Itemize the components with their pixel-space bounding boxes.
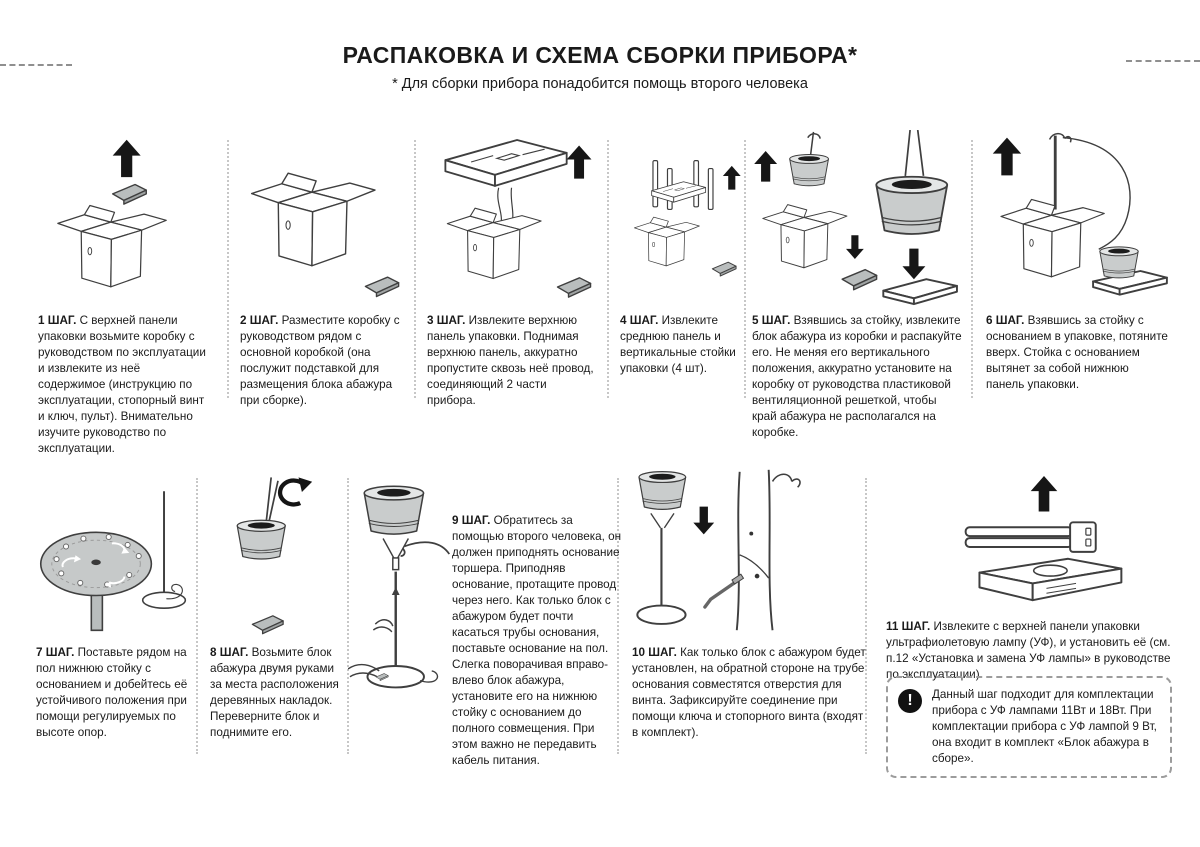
- open-box-icon: [447, 208, 541, 278]
- step-10-illustration: [630, 466, 860, 636]
- step-10-label: 10 ШАГ.: [632, 646, 677, 659]
- manual-box-icon: [712, 262, 736, 276]
- step-11-text: Извлеките с верхней панели упаковки ультрафиолетовую лампу (УФ), и установить её (см. п.12 «Установка и замена УФ лампы» в руководстве по эксплуатации).: [886, 620, 1171, 682]
- step-6-text: Взявшись за стойку с основанием в упаковке, потяните вверх. Стойка с основанием вытянет за собой нижнюю панель упаковки.: [986, 314, 1168, 392]
- step-5-caption: [752, 313, 962, 441]
- packing-post-icon: [653, 161, 658, 207]
- step-6: [986, 128, 1168, 393]
- base-ellipse-icon: [143, 592, 186, 608]
- divider: [744, 140, 746, 398]
- uv-lamp-base-icon: [1070, 522, 1096, 552]
- packing-post-icon: [708, 169, 713, 210]
- note-text: Данный шаг подходит для комплектации прибора с УФ лампами 11Вт и 18Вт. При комплектации прибора с УФ лампой 9 Вт, она входит в комплект «Блок абажура в сборе».: [932, 688, 1157, 766]
- open-box-icon: [763, 205, 847, 268]
- step-8-caption: [210, 645, 340, 741]
- arm-icon: [401, 542, 450, 556]
- manual-box-icon: [113, 185, 147, 205]
- foam-panel-icon: [445, 140, 566, 186]
- lampshade-icon: [639, 472, 686, 510]
- lampshade-icon: [790, 154, 829, 185]
- support-box-icon: [883, 279, 957, 304]
- exclamation-icon: !: [898, 689, 922, 713]
- step-1-label: 1 ШАГ.: [38, 314, 77, 327]
- mount-shade-on-pole-icon: [348, 482, 460, 704]
- hand-icon: [373, 620, 392, 632]
- arrow-up-icon: [723, 166, 741, 190]
- open-box-icon: [58, 206, 166, 287]
- step-7-text: Поставьте рядом на пол нижнюю стойку с основанием и добейтесь её устойчивого положения при помощи регулируемых по высоте опор.: [36, 646, 188, 740]
- arrow-up-icon: [754, 151, 777, 182]
- manual-box-icon: [557, 278, 590, 297]
- step-10-text: Как только блок с абажуром будет установлен, на обратной стороне на трубе основания совместятся отверстия для винта. Зафиксируйте соединение при помощи ключа и стопорного винта (входят в комплект).: [632, 646, 866, 740]
- lampshade-icon: [876, 177, 947, 234]
- hand-on-pole-icon: [808, 132, 820, 155]
- divider: [971, 140, 973, 398]
- step-7-caption: [36, 645, 198, 741]
- shade-funnel-icon: [651, 513, 674, 527]
- divider: [414, 140, 416, 398]
- hex-key-icon: [705, 582, 736, 607]
- box-with-pack-beside-icon: [240, 134, 406, 306]
- base-pull-up-icon: [986, 130, 1168, 306]
- arrow-down-icon: [693, 507, 714, 535]
- arrow-down-icon: [846, 235, 864, 259]
- manual-box-icon: [252, 616, 283, 634]
- middle-panel-posts-icon: [620, 130, 742, 306]
- step-9-text: Обратитесь за помощью второго человека, он должен приподнять основание торшера. Приподняв основание, протащите провод через него. Как только блок с абажуром будет почти касаться трубы основания, поставьте основание на пол. Слегка поворачивая вправо-влево блок абажура, установите его на нижнюю стойку с основанием до полного совмещения. При этом важно не передавить кабель питания.: [452, 514, 622, 768]
- step-9-label: 9 ШАГ.: [452, 514, 491, 527]
- flip-shade-block-icon: [214, 474, 336, 638]
- note-box: [886, 676, 1172, 778]
- step-2-text: Разместите коробку с руководством рядом с основной коробкой (она послужит подставкой для размещения блока абажура при сборке).: [240, 314, 400, 408]
- step-2: [240, 128, 406, 409]
- step-4-caption: [620, 313, 742, 377]
- open-box-icon: [252, 173, 375, 266]
- step-4-illustration: [620, 128, 742, 306]
- step-2-caption: [240, 313, 406, 409]
- step-11-caption: [886, 619, 1182, 683]
- top-panel-lift-icon: [427, 132, 597, 306]
- step-5-illustration: [752, 128, 962, 306]
- step-3-text: Извлеките верхнюю панель упаковки. Поднимая верхнюю панель, аккуратно пропустите сквозь неё провод, соединяющий 2 части прибора.: [427, 314, 594, 408]
- step-8-text: Возьмите блок абажура двумя руками за места расположения деревянных накладок. Переверните блок и поднимите его.: [210, 646, 339, 740]
- step-3: [427, 128, 597, 409]
- step-1-caption: [38, 313, 206, 457]
- step-7-label: 7 ШАГ.: [36, 646, 75, 659]
- open-box-icon: [1001, 199, 1104, 276]
- stand-pole-icon: [905, 130, 923, 176]
- uv-lamp-icon: [928, 476, 1160, 612]
- step-8-illustration: [210, 472, 340, 638]
- base-ellipse-icon: [637, 606, 685, 624]
- tube-detail-icon: [737, 470, 773, 630]
- step-6-illustration: [986, 128, 1168, 306]
- step-10-caption: [632, 645, 870, 741]
- step-7: [36, 472, 198, 741]
- arrow-up-icon: [993, 138, 1021, 176]
- open-box-with-manual-box-icon: [38, 134, 206, 306]
- foam-panel-icon: [979, 559, 1121, 600]
- arrow-up-icon: [113, 140, 141, 177]
- step-1-illustration: [38, 128, 206, 306]
- step-3-caption: [427, 313, 597, 409]
- small-up-arrow-icon: [392, 587, 400, 595]
- step-8: [210, 472, 340, 741]
- screw-icon: [732, 574, 744, 584]
- step-9-caption: [452, 513, 622, 770]
- coupler-icon: [393, 558, 399, 570]
- divider: [227, 140, 229, 398]
- step-6-caption: [986, 313, 1168, 393]
- uv-tube-icon: [966, 538, 1072, 547]
- arrow-down-icon: [902, 249, 925, 280]
- step-4-text: Извлеките среднюю панель и вертикальные стойки упаковки (4 шт).: [620, 314, 736, 376]
- fix-screw-detail-icon: [630, 466, 860, 636]
- step-2-illustration: [240, 128, 406, 306]
- step-11-label: 11 ШАГ.: [886, 620, 931, 633]
- lampshade-icon: [237, 520, 285, 559]
- hand-icon: [773, 474, 801, 487]
- page-subtitle: * Для сборки прибора понадобится помощь второго человека: [392, 76, 808, 92]
- uv-tube-icon: [966, 527, 1072, 536]
- step-7-illustration: [36, 472, 198, 638]
- divider: [607, 140, 609, 398]
- packing-post-icon: [694, 161, 699, 207]
- manual-box-icon: [365, 277, 398, 296]
- arrow-up-icon: [1031, 476, 1058, 511]
- shade-block-unpack-icon: [752, 130, 962, 306]
- lampshade-icon: [364, 486, 423, 534]
- step-4: [620, 128, 742, 377]
- step-3-illustration: [427, 128, 597, 306]
- open-box-icon: [634, 217, 699, 266]
- step-2-label: 2 ШАГ.: [240, 314, 279, 327]
- screw-hole-icon: [755, 574, 760, 579]
- manual-box-icon: [842, 270, 876, 290]
- step-5: [752, 128, 962, 441]
- rotate-arrowhead-icon: [298, 477, 312, 492]
- step-3-label: 3 ШАГ.: [427, 314, 466, 327]
- base-stub-icon: [91, 594, 102, 630]
- arrow-up-icon: [567, 145, 592, 178]
- step-6-label: 6 ШАГ.: [986, 314, 1025, 327]
- step-4-label: 4 ШАГ.: [620, 314, 659, 327]
- lampshade-icon: [1100, 247, 1138, 278]
- step-9-illustration: [348, 482, 460, 704]
- step-1-text: С верхней панели упаковки возьмите коробку с руководством по эксплуатации и извлеките из неё содержимое (инструкцию по эксплуатации, стопорный винт и ключ, пульт). Внимательно изучите руководство по эксплуатации.: [38, 314, 206, 456]
- step-5-text: Взявшись за стойку, извлеките блок абажура из коробки и распакуйте его. Не меняя его вертикального положения, аккуратно установите на коробку от руководства пластиковой вентиляционной решеткой, чтобы край абажура не располагался на коробке.: [752, 314, 962, 440]
- step-5-label: 5 ШАГ.: [752, 314, 791, 327]
- step-11-illustration: [928, 476, 1160, 612]
- page-title: РАСПАКОВКА И СХЕМА СБОРКИ ПРИБОРА*: [342, 42, 858, 68]
- base-disc-and-pole-icon: [36, 474, 198, 638]
- step-1: [38, 128, 206, 457]
- step-8-label: 8 ШАГ.: [210, 646, 249, 659]
- stand-pole-icon: [266, 477, 278, 523]
- screw-hole-icon: [749, 532, 753, 536]
